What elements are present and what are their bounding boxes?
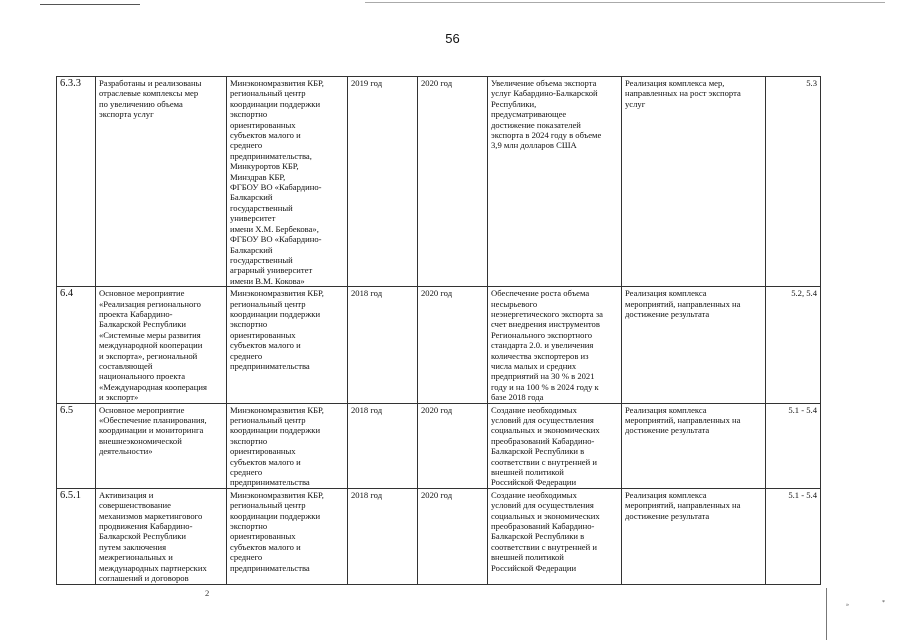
executors: Минэкономразвития КБР, региональный центр координации поддержки экспортно ориентированных субъектов малого и среднего предпринимательства [227,488,348,584]
end-year: 2020 год [418,403,488,488]
end-year: 2020 год [418,77,488,287]
start-year: 2018 год [348,287,418,403]
activities-table [56,76,821,585]
scan-mark: » [846,602,849,608]
executors: Минэкономразвития КБР, региональный центр координации поддержки экспортно ориентированных субъектов малого и среднего предпринимательства [227,403,348,488]
relation-to-indicators: Реализация комплекса мероприятий, направленных на достижение результата [622,287,766,403]
activity-name: Основное мероприятие «Обеспечение планирования, координации и мониторинга внешнеэкономической деятельности» [96,403,227,488]
end-year: 2020 год [418,287,488,403]
executors: Минэкономразвития КБР, региональный центр координации поддержки экспортно ориентированных субъектов малого и среднего предпринимательства [227,287,348,403]
expected-result: Увеличение объема экспорта услуг Кабардино-Балкарской Республики, предусматривающее достижение показателей экспорта в 2024 году в объеме 3,9 млн долларов США [488,77,622,287]
row-number: 6.5.1 [57,488,96,584]
expected-result: Обеспечение роста объема несырьевого неэнергетического экспорта за счет внедрения инструментов Регионального экспортного стандарта 2.0. и увеличения количества экспортеров из числа малых и средних предприятий на 30 % в 2021 году и на 100 % в 2024 году к базе 2018 года [488,287,622,403]
end-year: 2020 год [418,488,488,584]
relation-to-indicators: Реализация комплекса мероприятий, направленных на достижение результата [622,488,766,584]
activity-name: Основное мероприятие «Реализация регионального проекта Кабардино- Балкарской Республики «Системные меры развития международной кооперации и экспорта», региональной составляющей национального проекта «Международная кооперация и экспорт» [96,287,227,403]
page-number: 56 [445,31,460,46]
table-row [57,287,821,403]
indicator-ref: 5.1 - 5.4 [766,403,821,488]
start-year: 2018 год [348,488,418,584]
start-year: 2018 год [348,403,418,488]
expected-result: Создание необходимых условий для осуществления социальных и экономических преобразований Кабардино- Балкарской Республики в соответствии с внутренней и внешней политикой Российской Федерации [488,403,622,488]
table-row [57,488,821,584]
relation-to-indicators: Реализация комплекса мероприятий, направленных на достижение результата [622,403,766,488]
expected-result: Создание необходимых условий для осуществления социальных и экономических преобразований Кабардино- Балкарской Республики в соответствии с внутренней и внешней политикой Российской Федерации [488,488,622,584]
scan-mark: * [882,600,885,606]
executors: Минэкономразвития КБР, региональный центр координации поддержки экспортно ориентированных субъектов малого и среднего предпринимательства, Минкурортов КБР, Минздрав КБР, ФГБОУ ВО «Кабардино- Балкарский государственный университет имени Х.М. Бербекова», ФГБОУ ВО «Кабардино- Балкарский государственный аграрный университет имени В.М. Кокова» [227,77,348,287]
indicator-ref: 5.2, 5.4 [766,287,821,403]
start-year: 2019 год [348,77,418,287]
activity-name: Разработаны и реализованы отраслевые комплексы мер по увеличению объема экспорта услуг [96,77,227,287]
indicator-ref: 5.3 [766,77,821,287]
row-number: 6.3.3 [57,77,96,287]
top-rule-right [365,0,885,3]
row-number: 6.4 [57,287,96,403]
indicator-ref: 5.1 - 5.4 [766,488,821,584]
relation-to-indicators: Реализация комплекса мер, направленных на рост экспорта услуг [622,77,766,287]
top-rule [40,0,140,5]
table-row [57,403,821,488]
bottom-note: 2 [205,588,210,598]
row-number: 6.5 [57,403,96,488]
table-row [57,77,821,287]
margin-rule [826,588,827,640]
activity-name: Активизация и совершенствование механизмов маркетингового продвижения Кабардино- Балкарской Республики путем заключения межрегиональных и международных партнерских соглашений и договоров [96,488,227,584]
